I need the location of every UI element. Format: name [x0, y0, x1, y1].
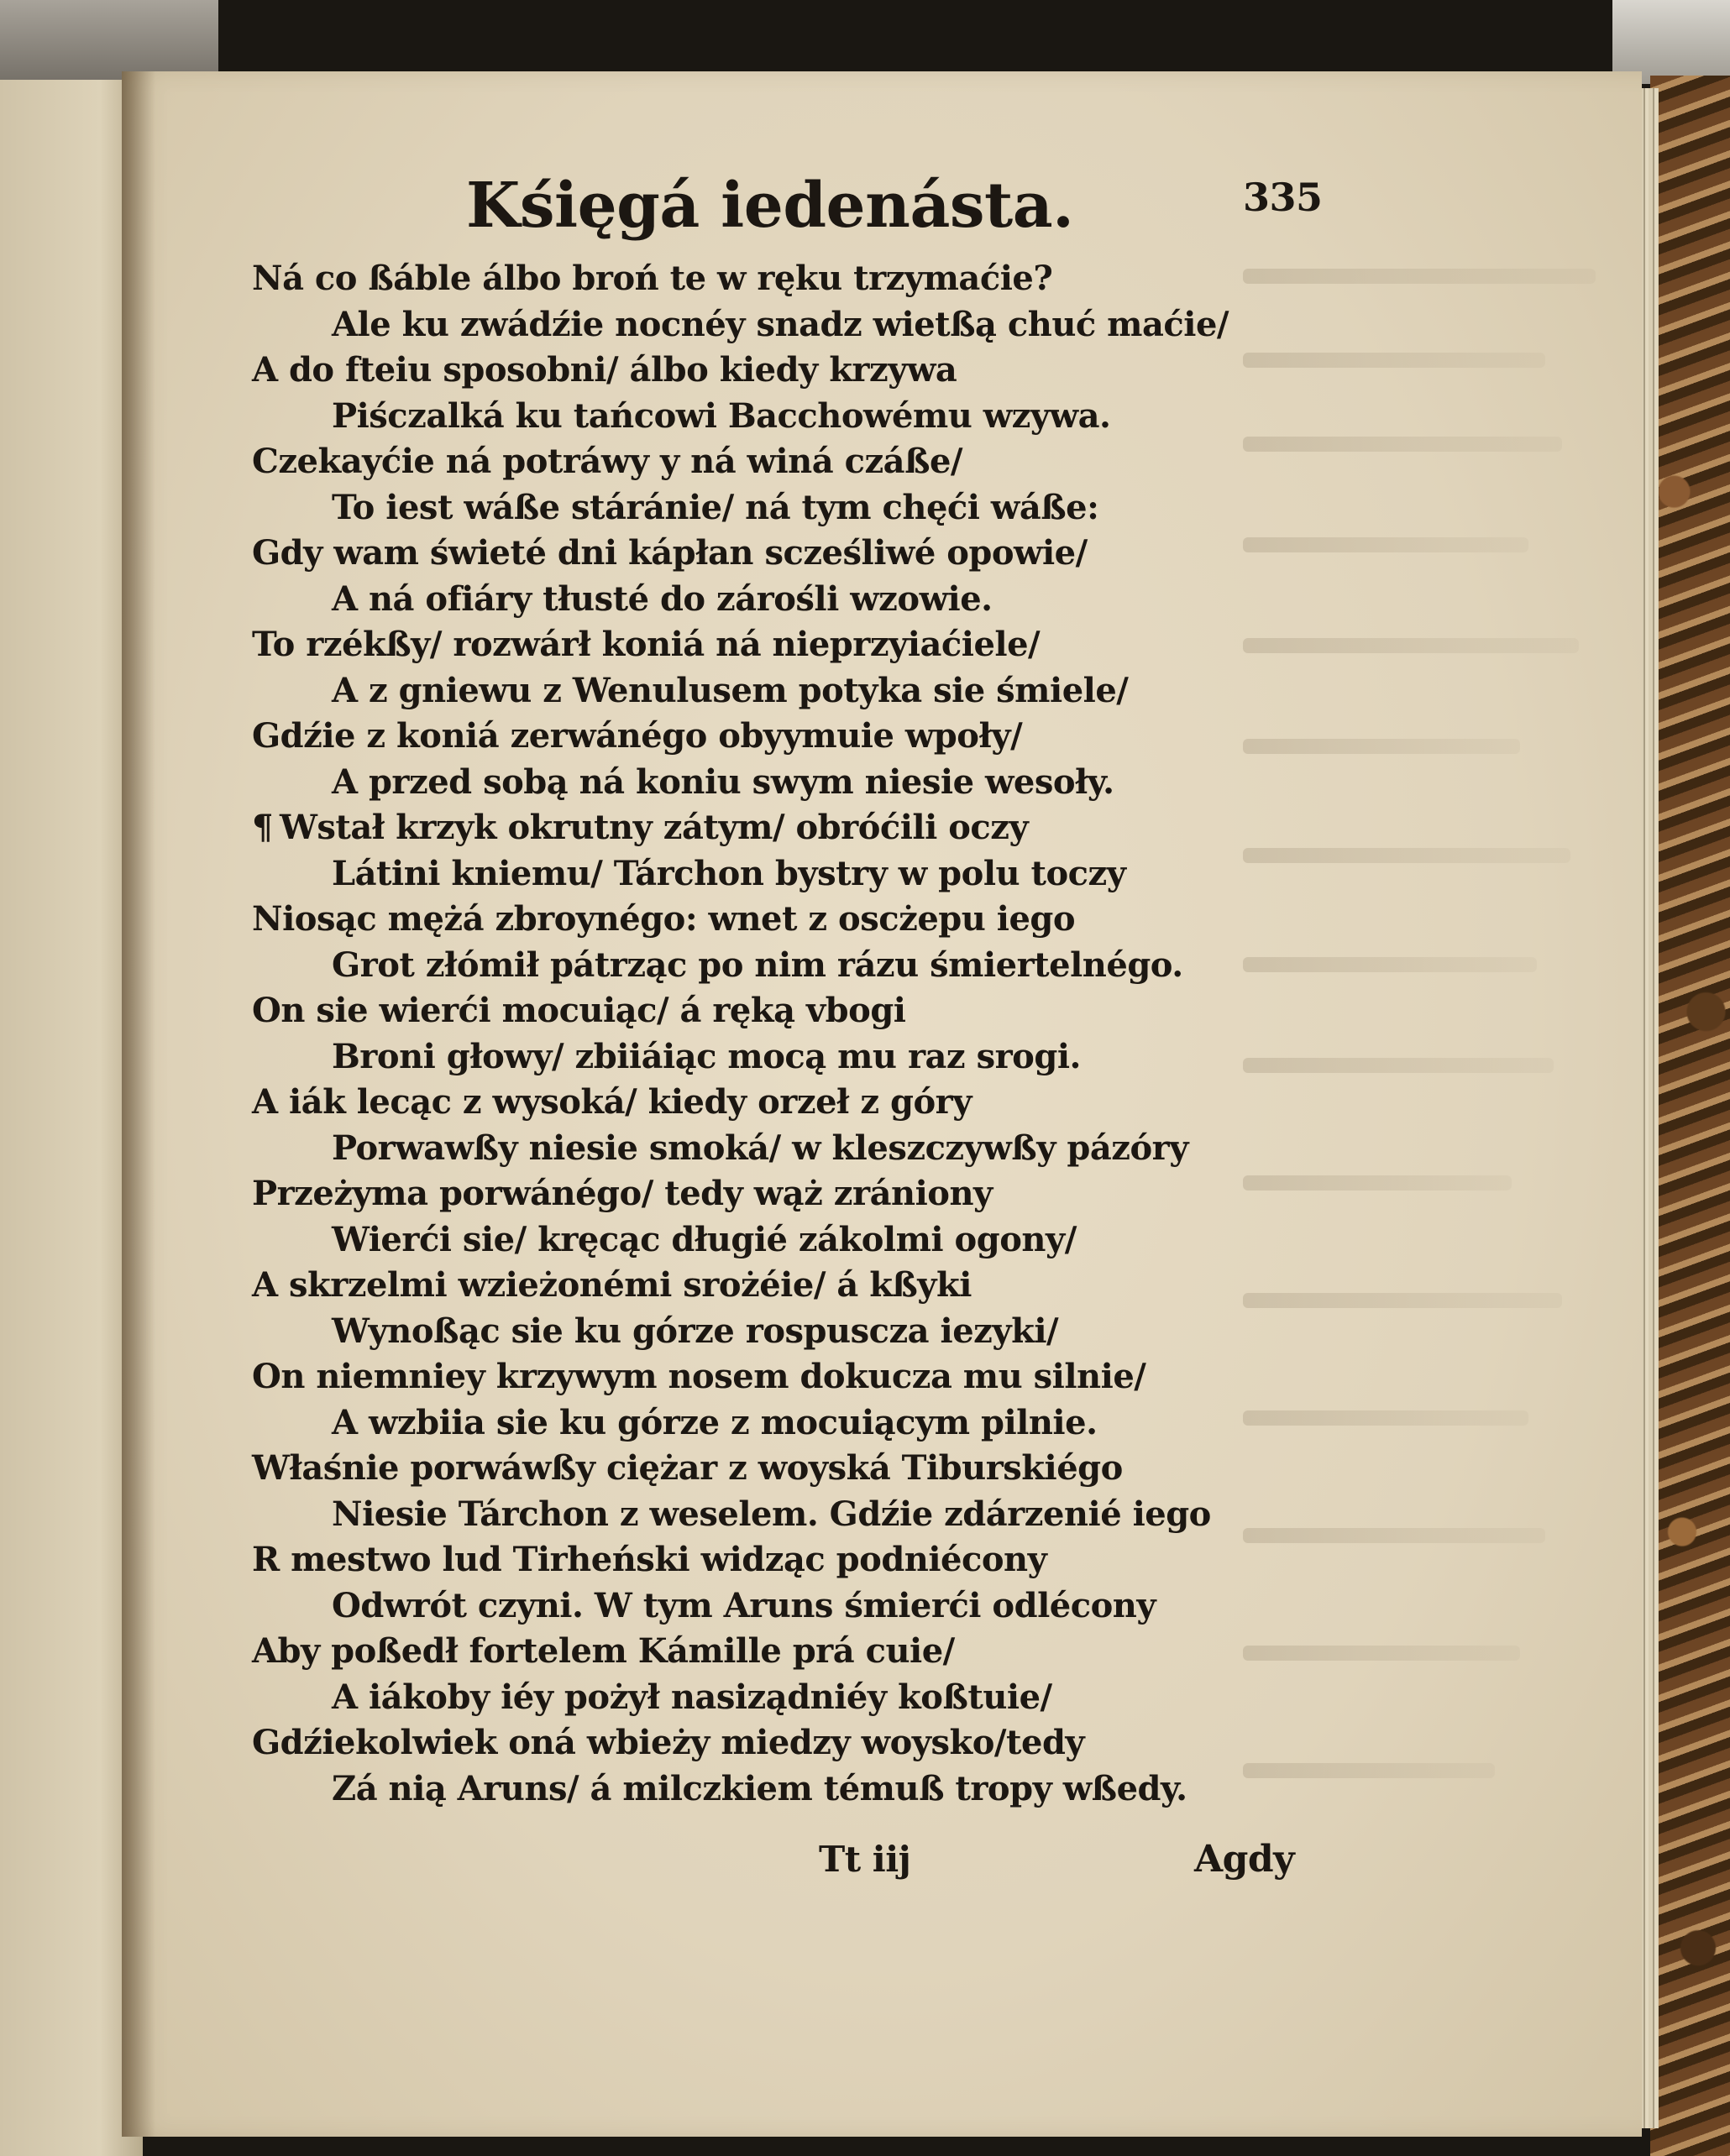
verse-line-text: A iákoby iéy pożył nasiządniéy koßtuie/ [332, 1677, 1052, 1717]
verse-line [252, 1675, 1226, 1721]
pilcrow-mark: ¶ [252, 808, 273, 847]
verse-line-text: To iest wáße stáránie/ ná tym chęći wáße: [332, 487, 1099, 527]
verse-line-text: Przeżyma porwánégo/ tedy wąż zrániony [252, 1174, 993, 1213]
verse-line [252, 1171, 1226, 1217]
verse-line-text: R mestwo lud Tirheński widząc podniécony [252, 1540, 1047, 1579]
verse-line [252, 1537, 1226, 1583]
verse-line [252, 256, 1226, 302]
verse-line [252, 1629, 1226, 1675]
verse-line-text: A do fteiu sposobni/ álbo kiedy krzywa [252, 350, 957, 390]
verse-line-text: Niosąc mężá zbroynégo: wnet z oscżepu iego [252, 899, 1076, 939]
verse-line-text: Wynoßąc sie ku górze rospuscza iezyki/ [332, 1311, 1059, 1351]
verse-line [252, 485, 1226, 531]
verse-line-text: Piśczalká ku tańcowi Bacchowému wzywa. [332, 395, 1111, 436]
verse-line-text: Wstał krzyk okrutny zátym/ obróćili oczy [279, 808, 1029, 847]
verse-line-text: Gdy wam świeté dni kápłan scześliwé opowie/ [252, 533, 1088, 573]
verse-line-text: A przed sobą ná koniu swym niesie wesoły. [332, 761, 1114, 802]
catchword: Agdy [1194, 1838, 1295, 1881]
verse-line-text: Aby poßedł fortelem Kámille prá cuie/ [252, 1631, 955, 1671]
verse-line [252, 1263, 1226, 1309]
folio-number: 335 [1243, 175, 1323, 220]
verse-line [252, 394, 1226, 440]
verse-line-text: Grot złómił pátrząc po nim rázu śmiertelnégo. [332, 945, 1183, 985]
verse-line [252, 805, 1226, 851]
verse-line [252, 1766, 1226, 1813]
verse-line-text: Gdźie z koniá zerwánégo obyymuie wpoły/ [252, 716, 1023, 756]
signature-mark: Tt iij [819, 1839, 911, 1880]
verse-line [252, 1492, 1226, 1538]
verse-line [252, 577, 1226, 623]
verse-line [252, 1309, 1226, 1355]
verse-line [252, 1583, 1226, 1630]
verse-line-text: Porwawßy niesie smoká/ w kleszczywßy pázóry [332, 1128, 1188, 1168]
verse-line-text: A z gniewu z Wenulusem potyka sie śmiele/ [332, 670, 1129, 710]
verse-line-text: Gdźiekolwiek oná wbieży miedzy woysko/tedy [252, 1723, 1085, 1762]
verse-line-text: A ná ofiáry tłusté do zárośli wzowie. [332, 578, 993, 619]
verse-line [252, 1354, 1226, 1400]
verse-line-text: On sie wierći mocuiąc/ á ręką vbogi [252, 991, 906, 1030]
running-title: Kśięgá iedenásta. [466, 170, 1074, 242]
verse-line-text: Ale ku zwádźie nocnéy snadz wietßą chuć maćie/ [332, 304, 1229, 344]
verse-line [252, 1446, 1226, 1492]
verse-line [252, 1720, 1226, 1766]
verse-line-text: On niemniey krzywym nosem dokucza mu silnie/ [252, 1357, 1146, 1396]
verse-line [252, 668, 1226, 714]
verse-line [252, 1217, 1226, 1264]
verse-line-text: A iák lecąc z wysoká/ kiedy orzeł z góry [252, 1082, 972, 1122]
verse-line-text: Właśnie porwáwßy ciężar z woyská Tiburskiégo [252, 1448, 1123, 1488]
verse-line [252, 622, 1226, 668]
verse-line-text: Wierći sie/ kręcąc długié zákolmi ogony/ [332, 1219, 1077, 1259]
verse-line-text: Czekayćie ná potráwy y ná winá czáße/ [252, 442, 963, 481]
verse-line-text: To rzékßy/ rozwárł koniá ná nieprzyiaćiele/ [252, 625, 1041, 664]
verse-text-block [252, 256, 1229, 1812]
verse-line [252, 1034, 1226, 1081]
verse-line-text: Látini kniemu/ Tárchon bystry w polu toczy [332, 853, 1126, 893]
verse-line-text: Odwrót czyni. W tym Aruns śmierći odlécony [332, 1585, 1156, 1625]
verse-line-text: A skrzelmi wzieżonémi srożéie/ á kßyki [252, 1265, 972, 1305]
verse-line [252, 714, 1226, 760]
verse-line [252, 302, 1229, 348]
verse-line-text: Zá nią Aruns/ á milczkiem témuß tropy wßedy. [332, 1768, 1187, 1808]
verse-line [252, 1080, 1226, 1126]
verse-line [252, 851, 1226, 897]
verse-line [252, 897, 1226, 943]
verse-line [252, 760, 1226, 806]
verse-line-text: Ná co ßáble álbo broń te w ręku trzymaćie? [252, 259, 1053, 298]
verse-line [252, 1400, 1226, 1447]
marbled-cover-edge [1650, 76, 1730, 2156]
verse-line [252, 439, 1226, 485]
verse-line-text: Broni głowy/ zbiiáiąc mocą mu raz srogi. [332, 1036, 1081, 1076]
verse-line [252, 348, 1226, 394]
page-gutter-shadow [122, 71, 155, 2137]
verse-line-text: A wzbiia sie ku górze z mocuiącym pilnie. [332, 1402, 1098, 1442]
verse-line [252, 943, 1226, 989]
verse-line [252, 1126, 1226, 1172]
verse-line [252, 988, 1226, 1034]
verse-line [252, 531, 1226, 577]
verse-line-text: Niesie Tárchon z weselem. Gdźie zdárzenié iego [332, 1494, 1211, 1534]
